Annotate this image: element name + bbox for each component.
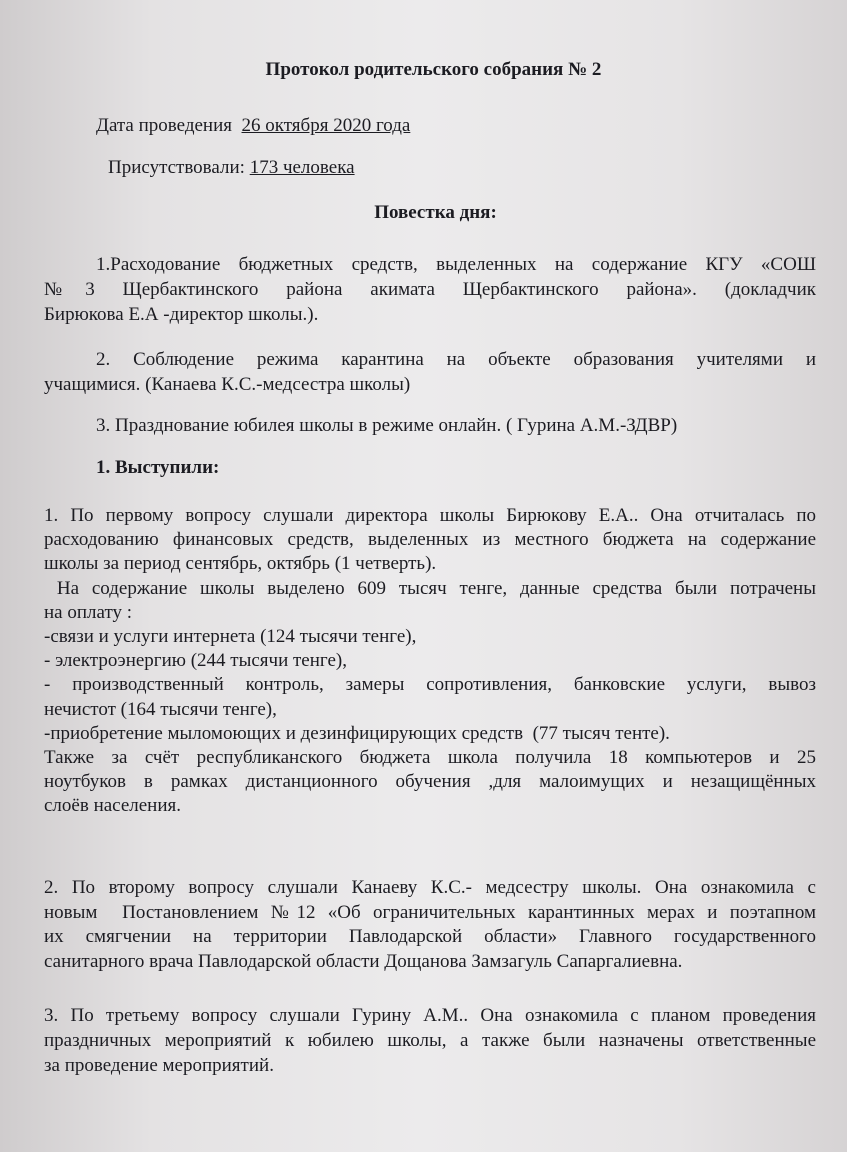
section-2-line: санитарного врача Павлодарской области Дощанова Замзагуль Сапаргалиевна. xyxy=(44,950,683,972)
section-2-line: новым Постановлением №12 «Об ограничительных карантинных мерах и поэтапном xyxy=(44,901,816,923)
agenda-item-1 xyxy=(44,252,816,327)
section-3-line: 3. По третьему вопросу слушали Гурину А.М.. Она ознакомила с планом проведения xyxy=(44,1005,816,1026)
section-1 xyxy=(44,504,816,819)
section-1-line: - производственный контроль, замеры сопротивления, банковские услуги, вывоз xyxy=(44,674,816,696)
section-1-line: -приобретение мыломоющих и дезинфицирующих средств (77 тысяч тенте). xyxy=(44,722,670,744)
section-1-line: ноутбуков в рамках дистанционного обучения ,для малоимущих и незащищённых xyxy=(44,771,816,793)
date-value: 26 октября 2020 года xyxy=(241,115,411,136)
attended-label: Присутствовали: xyxy=(108,157,245,178)
section-3 xyxy=(44,1003,816,1078)
agenda-item-2-line: учащимися. (Канаева К.С.-медсестра школы) xyxy=(44,374,411,395)
agenda-item-3 xyxy=(44,414,816,438)
agenda-item-2-line: 2. Соблюдение режима карантина на объекте образования учителями и xyxy=(96,349,816,370)
meeting-date xyxy=(96,114,410,138)
agenda-item-1-line: Бирюкова Е.А -директор школы.). xyxy=(44,304,319,325)
attendance xyxy=(108,156,355,180)
spoke-heading: 1. Выступили: xyxy=(96,457,220,478)
section-2 xyxy=(44,876,816,974)
attended-value: 173 человека xyxy=(249,157,355,178)
section-1-line: -связи и услуги интернета (124 тысячи тенге), xyxy=(44,626,417,648)
agenda-item-1-line: №3 Щербактинского района акимата Щербактинского района». (докладчик xyxy=(44,279,816,300)
agenda-heading: Повестка дня: xyxy=(374,202,497,223)
section-1-line: расходованию финансовых средств, выделенных из местного бюджета на содержание xyxy=(44,529,816,551)
section-3-line: праздничных мероприятий к юбилею школы, а также были назначены ответственные xyxy=(44,1030,816,1051)
date-label: Дата проведения xyxy=(96,115,233,136)
section-1-line: 1. По первому вопросу слушали директора школы Бирюкову Е.А.. Она отчиталась по xyxy=(44,505,816,526)
section-1-line: На содержание школы выделено 609 тысяч тенге, данные средства были потрачены xyxy=(44,577,816,599)
agenda-item-2 xyxy=(44,347,816,397)
document-title: Протокол родительского собрания № 2 xyxy=(265,59,602,80)
agenda-item-1-line: 1.Расходование бюджетных средств, выделенных на содержание КГУ «СОШ xyxy=(96,254,816,275)
section-1-line: нечистот (164 тысячи тенге), xyxy=(44,698,277,720)
section-2-line: их смягчении на территории Павлодарской области» Главного государственного xyxy=(44,926,816,947)
section-1-line: - электроэнергию (244 тысячи тенге), xyxy=(44,650,347,672)
agenda-item-3-line: 3. Празднование юбилея школы в режиме онлайн. ( Гурина А.М.-ЗДВР) xyxy=(96,415,678,436)
section-3-line: за проведение мероприятий. xyxy=(44,1055,274,1076)
section-1-line: школы за период сентябрь, октябрь (1 четверть). xyxy=(44,553,437,575)
section-2-line: 2. По второму вопросу слушали Канаеву К.С.- медсестру школы. Она ознакомила с xyxy=(44,877,816,898)
section-1-line: слоёв населения. xyxy=(44,795,182,817)
section-1-line: Также за счёт республиканского бюджета школа получила 18 компьютеров и 25 xyxy=(44,747,816,769)
section-1-line: на оплату : xyxy=(44,601,133,623)
